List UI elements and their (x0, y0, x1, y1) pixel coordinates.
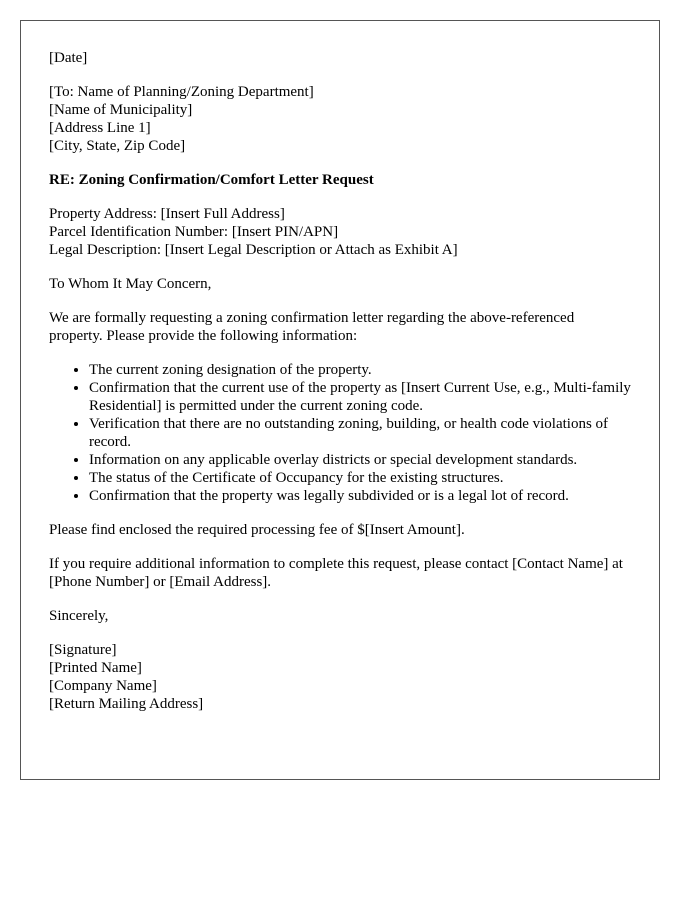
recipient-address (49, 83, 631, 155)
request-item-current-use: • Confirmation that the current use of the property as [Insert Current Use, e.g., Multi-family Residential] is permitted under the current zoning code. (89, 379, 631, 415)
signature-line: [Signature] (49, 642, 117, 658)
signature-block (49, 641, 631, 713)
legal-description: Legal Description: [Insert Legal Description or Attach as Exhibit A] (49, 242, 458, 258)
closing: Sincerely, (49, 608, 109, 624)
date-line (49, 49, 631, 67)
salutation: To Whom It May Concern, (49, 276, 212, 292)
recipient-city-state-zip: [City, State, Zip Code] (49, 138, 186, 154)
recipient-municipality: [Name of Municipality] (49, 102, 193, 118)
company-name: [Company Name] (49, 678, 157, 694)
recipient-address-line: [Address Line 1] (49, 120, 151, 136)
recipient-department: [To: Name of Planning/Zoning Department] (49, 84, 314, 100)
printed-name: [Printed Name] (49, 660, 142, 676)
return-mailing-address: [Return Mailing Address] (49, 696, 204, 712)
request-item-overlay-districts: • Information on any applicable overlay districts or special development standards. (89, 451, 631, 469)
property-address: Property Address: [Insert Full Address] (49, 206, 285, 222)
request-list (49, 361, 631, 505)
request-item-legal-lot: • Confirmation that the property was legally subdivided or is a legal lot of record. (89, 487, 631, 505)
letter-page (20, 20, 660, 780)
property-details (49, 205, 631, 259)
parcel-id: Parcel Identification Number: [Insert PIN/APN] (49, 224, 339, 240)
request-item-zoning-designation: • The current zoning designation of the property. (89, 361, 631, 379)
contact-paragraph: If you require additional information to complete this request, please contact [Contact Name] at [Phone Number] or [Email Address]. (49, 556, 623, 590)
request-item-violations: • Verification that there are no outstanding zoning, building, or health code violations of record. (89, 415, 631, 451)
intro-paragraph: We are formally requesting a zoning confirmation letter regarding the above-referenced property. Please provide the following information: (49, 310, 575, 344)
request-item-certificate-of-occupancy: • The status of the Certificate of Occupancy for the existing structures. (89, 469, 631, 487)
date-text: [Date] (49, 50, 88, 66)
subject-line: RE: Zoning Confirmation/Comfort Letter Request (49, 172, 374, 188)
fee-paragraph: Please find enclosed the required processing fee of $[Insert Amount]. (49, 522, 465, 538)
